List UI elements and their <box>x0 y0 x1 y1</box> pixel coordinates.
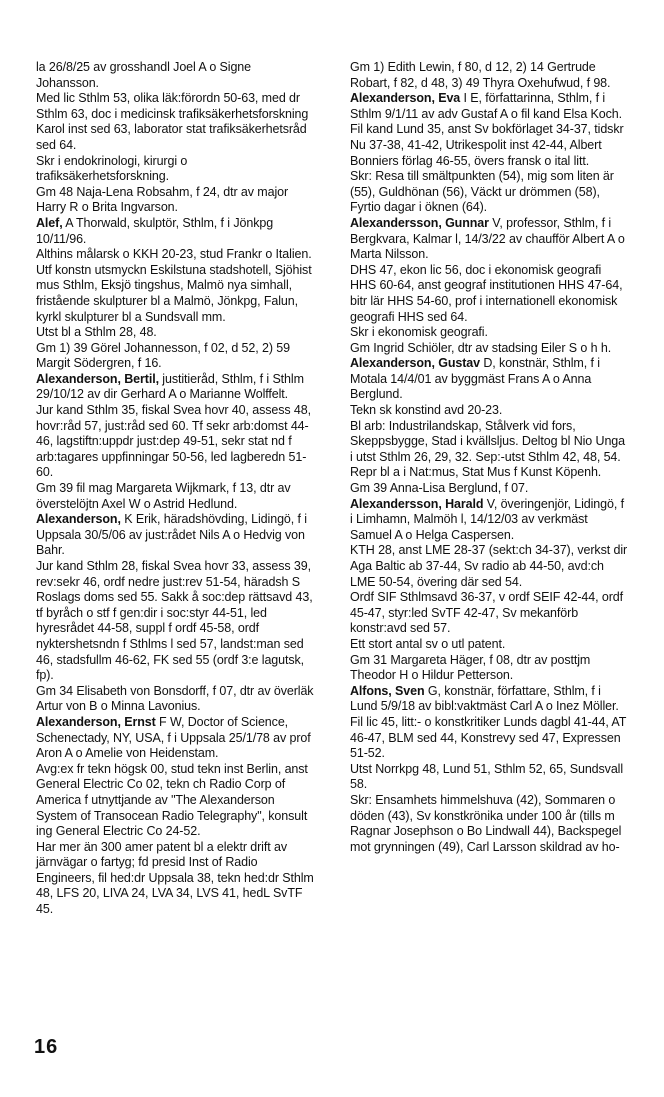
entry-text: I E, författarinna, Sthlm, f i Sthlm 9/1/11 av adv Gustaf A o fil kand Elsa Koch. <box>350 91 623 121</box>
page-number: 16 <box>34 1036 59 1058</box>
entry-paragraph <box>350 169 628 216</box>
entry-paragraph <box>36 185 314 216</box>
entry-text: Har mer än 300 amer patent bl a elektr drift av järnvägar o fartyg; fd presid Inst of Radio Engineers, fil hed:dr Uppsala 38, tekn hed:dr Sthlm 48, LFS 20, LIVA 24, LVA 34, LVS 41, hedL SvTF 45. <box>36 839 314 917</box>
biography-entry <box>350 497 628 544</box>
entry-name: Alexanderson, Gustav <box>350 356 480 371</box>
entry-paragraph <box>350 762 628 793</box>
entry-text: Skr: Ensamhets himmelshuva (42), Sommaren o döden (43), Sv konstkrönika under 100 år (tills m Ragnar Josephson o Bo Lindwall 44), Backspegel mot grynningen (49), Carl Larsson skildrad av ho- <box>350 792 622 854</box>
entry-text: Repr bl a i Nat:mus, Stat Mus f Kunst Köpenh. <box>350 465 602 480</box>
entry-text: K Erik, häradshövding, Lidingö, f i Uppsala 30/5/06 av just:rådet Nils A o Hedvig von Bahr. <box>36 512 307 558</box>
entry-paragraph <box>36 840 314 918</box>
entry-text: Jur kand Sthlm 35, fiskal Svea hovr 40, assess 48, hovr:råd 57, just:råd sed 60. Tf sekr arb:domst 44-46, lagstiftn:uppdr just:dep 49-51, sekr stat nd f arb:tagares uppfinningar 50-56, led lagberedn 51-60. <box>36 403 311 480</box>
entry-name: Alexandersson, Gunnar <box>350 215 489 230</box>
entry-text: Tekn sk konstind avd 20-23. <box>350 403 503 418</box>
entry-text: Gm Ingrid Schiöler, dtr av stadsing Eiler S o h h. <box>350 340 612 355</box>
entry-paragraph <box>36 247 314 263</box>
entry-text: KTH 28, anst LME 28-37 (sekt:ch 34-37), verkst dir Aga Baltic ab 37-44, Sv radio ab 44-50, avd:ch LME 50-54, övering där sed 54. <box>350 543 628 589</box>
entry-paragraph <box>36 91 314 153</box>
entry-text: Avg:ex fr tekn högsk 00, stud tekn inst Berlin, anst General Electric Co 02, tekn ch Radio Corp of America f utnyttjande av "The Alexanderson System of Transocean Radio Telegraphy", konsult ing General Electric Co 24-52. <box>36 761 308 839</box>
entry-text: Skr i ekonomisk geografi. <box>350 325 488 340</box>
biography-entry <box>36 216 314 247</box>
entry-text: Jur kand Sthlm 28, fiskal Svea hovr 33, assess 39, rev:sekr 46, ordf nedre just:rev 51-54, häradsh S Roslags doms sed 55. Sakk å soc:dep rättsavd 43, tf byråch o stf f gen:dir i soc:styr 44-51, led hyresrådet 44-58, suppl f ordf 45-58, ordf nyktershetsndn f Sthlms l sed 57, landst:man sed 46, stadsfullm 46-62, FK sed 55 (ordf 3:e lagutsk, fp). <box>36 559 313 683</box>
entry-text: V, professor, Sthlm, f i Bergkvara, Kalmar l, 14/3/22 av chaufför Albert A o Marta Nilsson. <box>350 215 625 262</box>
entry-text: Althins målarsk o KKH 20-23, stud Frankr o Italien. <box>36 247 312 262</box>
entry-paragraph <box>350 637 628 653</box>
left-column <box>36 60 314 918</box>
entry-text: Fil lic 45, litt:- o konstkritiker Lunds dagbl 41-44, AT 46-47, BLM sed 44, Konstrevy sed 47, Expressen 51-52. <box>350 714 627 761</box>
entry-paragraph <box>350 590 628 637</box>
entry-paragraph <box>350 263 628 325</box>
entry-paragraph <box>350 543 628 590</box>
entry-paragraph <box>36 154 314 185</box>
entry-name: Alexanderson, <box>36 512 121 527</box>
entry-text: Skr: Resa till smältpunkten (54), mig som liten är (55), Guldhönan (56), Väckt ur drömmen (58), Fyrtio dagar i öknen (64). <box>350 169 614 215</box>
biography-entry <box>36 715 314 762</box>
entry-text: DHS 47, ekon lic 56, doc i ekonomisk geografi HHS 60-64, anst geograf institutionen HHS 47-64, bitr lär HHS 54-60, prof i internationell ekonomisk geografi HHS sed 64. <box>350 262 623 324</box>
entry-paragraph <box>350 403 628 419</box>
entry-text: Gm 39 fil mag Margareta Wijkmark, f 13, dtr av överstelöjtn Axel W o Astrid Hedlund. <box>36 481 291 511</box>
entry-text: la 26/8/25 av grosshandl Joel A o Signe Johansson. <box>36 60 252 90</box>
entry-text: Gm 34 Elisabeth von Bonsdorff, f 07, dtr av överläk Artur von B o Minna Lavonius. <box>36 683 314 714</box>
entry-text: Med lic Sthlm 53, olika läk:förordn 50-63, med dr Sthlm 63, doc i medicinsk trafiksäkerhetsforskning Karol inst sed 63, laborator stat trafiksäkerhetsråd sed 64. <box>36 91 309 152</box>
entry-name: Alexandersson, Harald <box>350 496 484 511</box>
entry-text: Ett stort antal sv o utl patent. <box>350 636 506 651</box>
entry-text: Bl arb: Industrilandskap, Stålverk vid fors, Skeppsbygge, Stad i kvällsljus. Deltog bl Nio Unga i utst Sthlm 26, 29, 32. Sep:-utst Sthlm 42, 48, 54. <box>350 418 626 464</box>
entry-paragraph <box>36 60 314 91</box>
entry-text: A Thorwald, skulptör, Sthlm, f i Jönkpg 10/11/96. <box>36 215 274 246</box>
entry-text: D, konstnär, Sthlm, f i Motala 14/4/01 av byggmäst Frans A o Anna Berglund. <box>350 356 600 402</box>
entry-text: Gm 1) Edith Lewin, f 80, d 12, 2) 14 Gertrude Robart, f 82, d 48, 3) 49 Thyra Oxehufwud, f 98. <box>350 60 611 90</box>
biography-entry <box>350 91 628 122</box>
entry-text: Utst Norrkpg 48, Lund 51, Sthlm 52, 65, Sundsvall 58. <box>350 761 624 792</box>
biography-entry <box>350 684 628 715</box>
entry-paragraph <box>350 341 628 357</box>
entry-text: Fil kand Lund 35, anst Sv bokförlaget 34-37, tidskr Nu 37-38, 41-42, Utrikespolit inst 42-44, Albert Bonniers förlag 46-55, övers fransk o ital litt. <box>350 122 624 168</box>
entry-paragraph <box>350 793 628 855</box>
entry-text: F W, Doctor of Science, Schenectady, NY, USA, f i Uppsala 25/1/78 av prof Aron A o Amelie von Heidenstam. <box>36 714 311 761</box>
entry-name: Alexanderson, Eva <box>350 91 461 106</box>
entry-paragraph <box>36 403 314 481</box>
entry-paragraph <box>36 559 314 684</box>
entry-paragraph <box>350 481 628 497</box>
entry-paragraph <box>350 419 628 466</box>
entry-text: Gm 48 Naja-Lena Robsahm, f 24, dtr av major Harry R o Brita Ingvarson. <box>36 184 289 215</box>
entry-text: justitieråd, Sthlm, f i Sthlm 29/10/12 av dir Gerhard A o Marianne Wolffelt. <box>36 371 304 402</box>
biography-entry <box>36 372 314 403</box>
entry-text: Ordf SIF Sthlmsavd 36-37, v ordf SEIF 42-44, ordf 45-47, styr:led SvTF 42-47, Sv mekanförb konstr:avd sed 57. <box>350 590 623 636</box>
entry-text: Utst bl a Sthlm 28, 48. <box>36 325 157 340</box>
entry-text: Utf konstn utsmyckn Eskilstuna stadshotell, Sjöhist mus Sthlm, Eksjö tingshus, Malmö nya simhall, fristående skulpturer bl a Malmö, Jönkpg, Falun, kyrkl skulpturer bl a Sundsvall mm. <box>36 262 312 324</box>
entry-name: Alfons, Sven <box>350 683 425 698</box>
entry-text: V, överingenjör, Lidingö, f i Limhamn, Malmöh l, 14/12/03 av verkmäst Samuel A o Helga Caspersen. <box>350 496 624 542</box>
entry-paragraph <box>350 122 628 169</box>
entry-paragraph <box>350 715 628 762</box>
entry-text: G, konstnär, författare, Sthlm, f i Lund 5/9/18 av bibl:vaktmäst Carl A o Inez Möller. <box>350 683 619 714</box>
entry-paragraph <box>36 762 314 840</box>
entry-paragraph <box>36 684 314 715</box>
entry-name: Alef, <box>36 215 63 230</box>
entry-name: Alexanderson, Ernst <box>36 714 156 729</box>
entry-paragraph <box>36 341 314 372</box>
entry-paragraph <box>350 325 628 341</box>
entry-paragraph <box>350 653 628 684</box>
entry-text: Gm 31 Margareta Häger, f 08, dtr av posttjm Theodor H o Hildur Petterson. <box>350 652 591 683</box>
entry-name: Alexanderson, Bertil, <box>36 371 159 386</box>
entry-text: Gm 39 Anna-Lisa Berglund, f 07. <box>350 481 529 496</box>
entry-paragraph <box>36 481 314 512</box>
entry-paragraph <box>36 325 314 341</box>
entry-text: Skr i endokrinologi, kirurgi o trafiksäkerhetsforskning. <box>36 153 188 184</box>
biography-entry <box>350 356 628 403</box>
biography-entry <box>350 216 628 263</box>
biography-entry <box>36 512 314 559</box>
entry-paragraph <box>350 60 628 91</box>
entry-paragraph <box>36 263 314 325</box>
entry-paragraph <box>350 465 628 481</box>
entry-text: Gm 1) 39 Görel Johannesson, f 02, d 52, 2) 59 Margit Södergren, f 16. <box>36 340 290 371</box>
right-column <box>350 60 628 855</box>
